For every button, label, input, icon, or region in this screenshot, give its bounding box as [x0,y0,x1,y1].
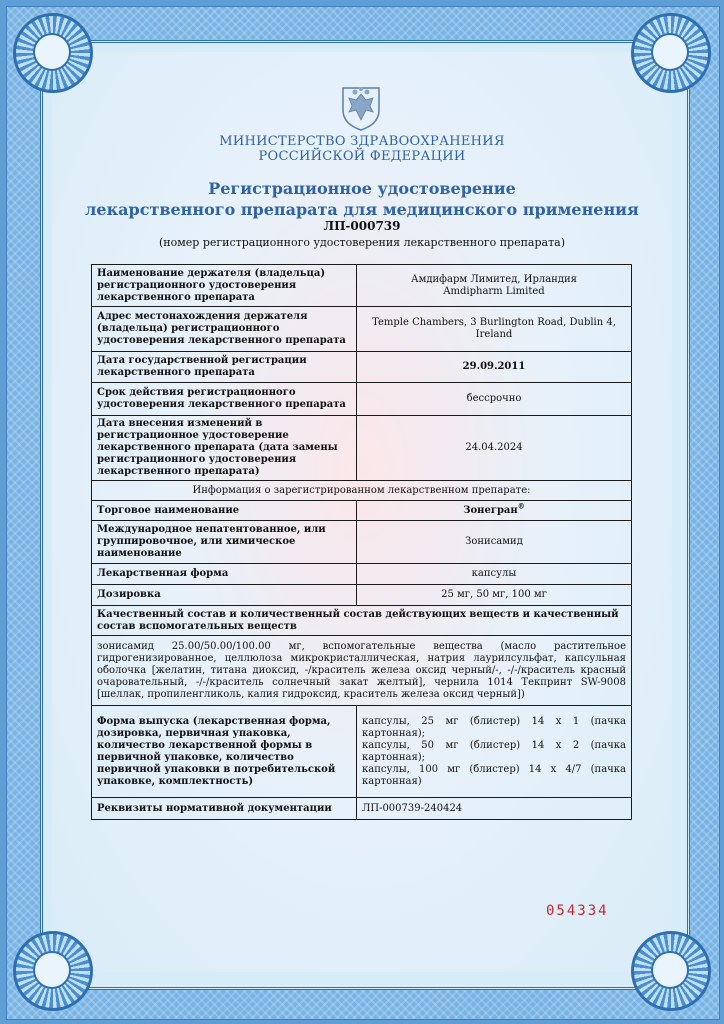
trade-name-text: Зонегран [463,504,518,516]
composition-label: Качественный состав и количественный состав действующих веществ и качественный состав вспомогательных веществ [92,606,632,636]
table-row [92,416,632,481]
form-value: капсулы [357,564,632,585]
registration-table [91,264,632,820]
table-row [92,383,632,416]
table-row [92,501,632,521]
info-header: Информация о зарегистрированном лекарственном препарате: [92,481,632,501]
holder-value [357,265,632,307]
composition-value: зонисамид 25.00/50.00/100.00 мг, вспомогательные вещества (масло растительное гидрогенизированное, целлюлоза микрокристаллическая, натрия лаурилсульфат, капсульная оболочка [желатин, титана диоксид, -/краситель железа оксид черный/-, -/-/краситель красный очаровательный, -/-/краситель солнечный закат желтый], чернила 1014 Текпринт SW-9008 [шеллак, пропиленгликоль, калия гидроксид, краситель железа оксид черный]) [92,636,632,706]
holder-value-ru: Амдифарм Лимитед, Ирландия [411,273,577,285]
certificate-number-note: (номер регистрационного удостоверения лекарственного препарата) [158,236,566,249]
certificate-title [0,178,724,220]
holder-value-en: Amdipharm Limited [443,285,545,297]
normative-label: Реквизиты нормативной документации [92,798,357,820]
registered-mark: ® [517,501,525,511]
release-form-label: Форма выпуска (лекарственная форма, дозировка, первичная упаковка, количество лекарственной формы в первичной упаковке, количество первичной упаковки в потребительской упаковке, комплектность) [92,706,357,798]
dosage-value: 25 мг, 50 мг, 100 мг [357,585,632,606]
inn-label: Международное непатентованное, или группировочное, или химическое наименование [92,521,357,564]
change-date-value: 24.04.2024 [357,416,632,481]
corner-rosette-icon [631,931,711,1011]
table-row [92,585,632,606]
table-row [92,636,632,706]
trade-name-label: Торговое наименование [92,501,357,521]
table-row [92,265,632,307]
title-line-1: Регистрационное удостоверение [208,179,516,198]
release-form-item: капсулы, 100 мг (блистер) 14 x 4/7 (пачка картонная) [362,763,626,787]
normative-value: ЛП-000739-240424 [357,798,632,820]
address-value: Temple Chambers, 3 Burlington Road, Dublin 4, Ireland [357,307,632,352]
serial-number: 054334 [546,903,609,919]
corner-rosette-icon [13,931,93,1011]
dosage-label: Дозировка [92,585,357,606]
ministry-line-2: РОССИЙСКОЙ ФЕДЕРАЦИИ [258,149,466,164]
certificate-number: ЛП-000739 [323,219,401,233]
table-row [92,606,632,636]
table-row [92,352,632,383]
release-form-item: капсулы, 50 мг (блистер) 14 x 2 (пачка картонная); [362,739,626,763]
holder-label: Наименование держателя (владельца) регистрационного удостоверения лекарственного препарата [92,265,357,307]
coat-of-arms-icon [339,82,383,132]
address-label: Адрес местонахождения держателя (владельца) регистрационного удостоверения лекарственного препарата [92,307,357,352]
change-date-label: Дата внесения изменений в регистрационное удостоверение лекарственного препарата (дата замены регистрационного удостоверения лекарственного препарата) [92,416,357,481]
corner-rosette-icon [13,13,93,93]
validity-value: бессрочно [357,383,632,416]
table-row [92,307,632,352]
trade-name-value [357,501,632,521]
inn-value: Зонисамид [357,521,632,564]
table-row [92,706,632,798]
ministry-heading [0,134,724,164]
corner-rosette-icon [631,13,711,93]
table-row [92,798,632,820]
release-form-value [357,706,632,798]
table-row [92,481,632,501]
reg-date-value: 29.09.2011 [357,352,632,383]
table-row [92,521,632,564]
title-line-2: лекарственного препарата для медицинского применения [85,200,639,219]
reg-date-label: Дата государственной регистрации лекарственного препарата [92,352,357,383]
validity-label: Срок действия регистрационного удостоверения лекарственного препарата [92,383,357,416]
ministry-line-1: МИНИСТЕРСТВО ЗДРАВООХРАНЕНИЯ [219,134,505,149]
form-label: Лекарственная форма [92,564,357,585]
table-row [92,564,632,585]
release-form-item: капсулы, 25 мг (блистер) 14 x 1 (пачка картонная); [362,715,626,739]
